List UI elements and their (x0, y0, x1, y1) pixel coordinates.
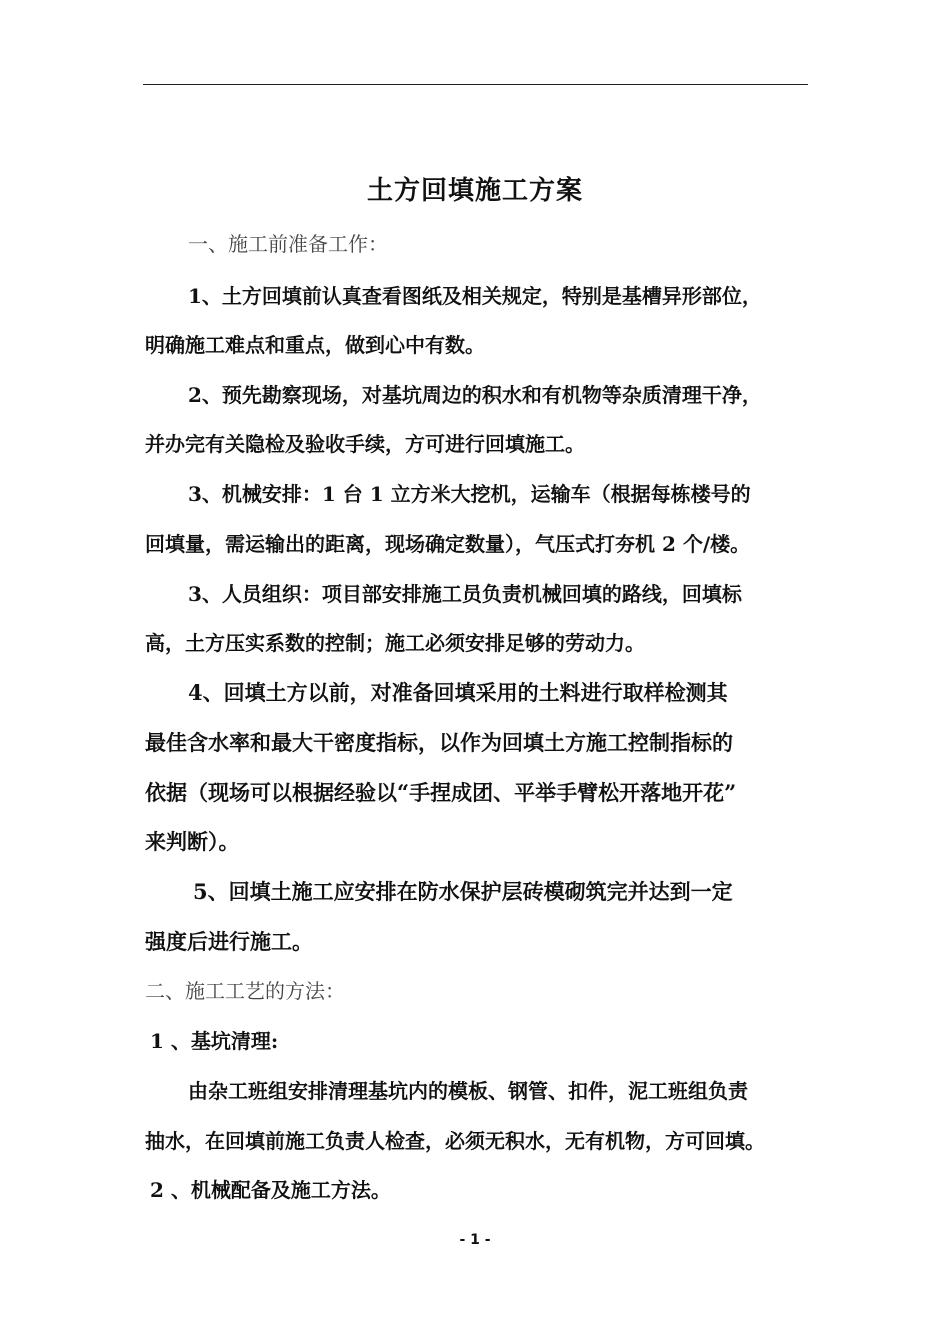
paragraph-1-line-2: 明确施工难点和重点，做到心中有数。 (145, 333, 485, 357)
paragraph-2-line-1: 2、预先勘察现场，对基坑周边的积水和有机物等杂质清理干净， (188, 383, 762, 407)
subsection-1-line-2: 抽水，在回填前施工负责人检查，必须无积水，无有机物，方可回填。 (145, 1129, 765, 1153)
subsection-heading-1: 1 、基坑清理: (150, 1029, 279, 1053)
subsection-heading-2: 2 、机械配备及施工方法。 (150, 1178, 391, 1202)
section-heading-1: 一、施工前准备工作： (188, 232, 388, 256)
paragraph-2-line-2: 并办完有关隐检及验收手续，方可进行回填施工。 (145, 432, 585, 456)
paragraph-4-line-2: 高，土方压实系数的控制；施工必须安排足够的劳动力。 (145, 631, 645, 655)
section-heading-2: 二、施工工艺的方法： (145, 979, 345, 1003)
paragraph-3-line-1: 3、机械安排：1 台 1 立方米大挖机，运输车（根据每栋楼号的 (188, 482, 751, 506)
paragraph-5-line-3: 依据（现场可以根据经验以“手捏成团、平举手臂松开落地开花” (145, 780, 737, 805)
header-rule (143, 84, 808, 85)
subsection-1-line-1: 由杂工班组安排清理基坑内的模板、钢管、扣件，泥工班组负责 (188, 1079, 748, 1103)
paragraph-6-line-2: 强度后进行施工。 (145, 929, 313, 954)
paragraph-5-line-1: 4、回填土方以前，对准备回填采用的土料进行取样检测其 (188, 680, 728, 705)
paragraph-6-line-1: 5、回填土施工应安排在防水保护层砖模砌筑完并达到一定 (193, 879, 733, 904)
paragraph-1-line-1: 1、土方回填前认真查看图纸及相关规定，特别是基槽异形部位， (188, 284, 762, 308)
document-title: 土方回填施工方案 (366, 176, 583, 206)
page-number: - 1 - (459, 1232, 491, 1248)
paragraph-5-line-4: 来判断）。 (145, 829, 240, 854)
paragraph-3-line-2: 回填量，需运输出的距离，现场确定数量），气压式打夯机 2 个/楼。 (145, 532, 751, 556)
paragraph-4-line-1: 3、人员组织：项目部安排施工员负责机械回填的路线，回填标 (188, 582, 742, 606)
paragraph-5-line-2: 最佳含水率和最大干密度指标，以作为回填土方施工控制指标的 (145, 730, 733, 755)
